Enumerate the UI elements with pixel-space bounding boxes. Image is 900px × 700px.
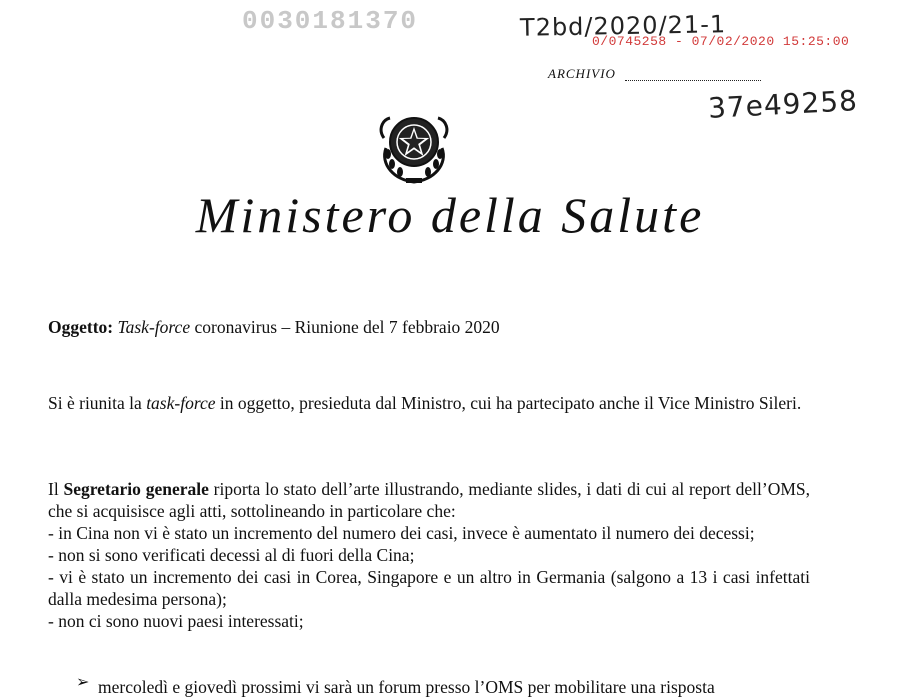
archivio-label: ARCHIVIO	[548, 66, 616, 81]
subject-label: Oggetto:	[48, 317, 114, 337]
bullet-text: mercoledì e giovedì prossimi vi sarà un forum presso l’OMS per mobilitare una risposta	[98, 677, 715, 697]
list-item: - vi è stato un incremento dei casi in Corea, Singapore e un altro in Germania (salgono a 13 i casi infettati dalla medesima persona);	[48, 567, 810, 609]
subject-line	[48, 316, 810, 338]
paragraph-2	[48, 478, 810, 632]
paragraph-1-italic: task-force	[146, 393, 216, 413]
ministry-title: Ministero della Salute	[195, 187, 705, 243]
list-item: - non si sono verificati decessi al di fuori della Cina;	[48, 545, 415, 565]
paragraph-1-start: Si è riunita la	[48, 393, 147, 413]
archivio-dotted-line	[625, 80, 761, 81]
italian-emblem-icon	[376, 108, 452, 186]
faded-stamp: 0030181370	[242, 6, 419, 36]
paragraph-2-start: Il	[48, 479, 64, 499]
paragraph-1	[48, 392, 810, 414]
subject-italic: Task-force	[117, 317, 191, 337]
handwritten-number: 37e49258	[707, 84, 859, 125]
paragraph-1-end: in oggetto, presieduta dal Ministro, cui ha partecipato anche il Vice Ministro Sileri.	[215, 393, 802, 413]
protocol-timestamp-stamp: 0/0745258 - 07/02/2020 15:25:00	[592, 34, 850, 49]
segretario-generale-bold: Segretario generale	[63, 479, 209, 499]
list-item: - non ci sono nuovi paesi interessati;	[48, 611, 304, 631]
arrow-bullet-icon: ➢	[76, 674, 90, 691]
handwritten-protocol: T2bd/2020/21-1	[519, 10, 727, 42]
paragraph-2-end: riporta lo stato dell’arte illustrando, mediante slides, i dati di cui al report dell’OMS, che si acquisisce agli atti, sottolineando in particolare che:	[48, 479, 810, 521]
paragraph-2-intro	[48, 478, 810, 522]
subject-text: coronavirus – Riunione del 7 febbraio 2020	[190, 317, 500, 337]
list-item: - in Cina non vi è stato un incremento del numero dei casi, invece è aumentato il numero dei decessi;	[48, 523, 755, 543]
